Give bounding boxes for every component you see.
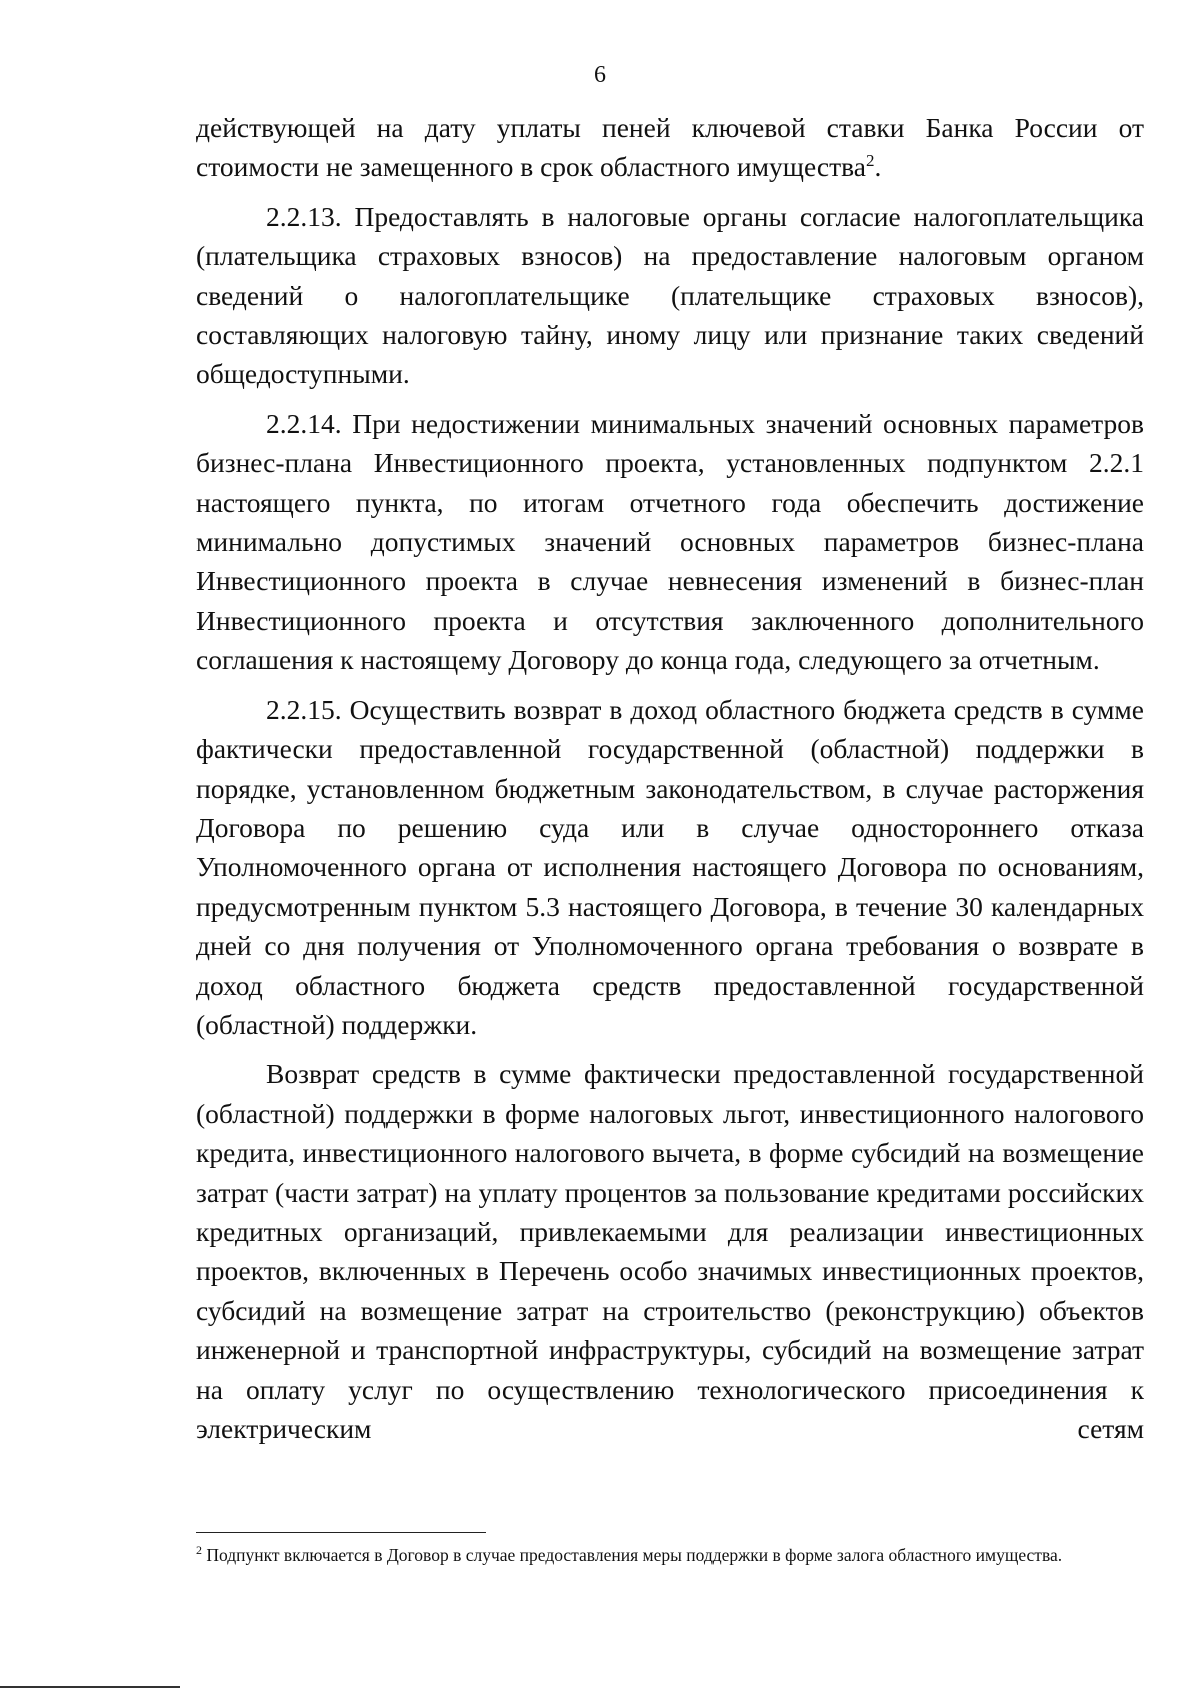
footnote-reference: 2 <box>865 151 875 171</box>
scan-edge-line <box>0 1686 180 1688</box>
footnote-divider <box>196 1532 486 1533</box>
paragraph-2-2-15: 2.2.15. Осуществить возврат в доход областного бюджета средств в сумме фактически предоставленной государственной (областной) поддержки в порядке, установленном бюджетным законодательством, в случае расторжения Договора по решению суда или в случае одностороннего отказа Уполномоченного органа от исполнения настоящего Договора по основаниям, предусмотренным пунктом 5.3 настоящего Договора, в течение 30 календарных дней со дня получения от Уполномоченного органа требования о возврате в доход областного бюджета средств предоставленной государственной (областной) поддержки. <box>196 693 1144 1040</box>
footnote-marker: 2 <box>196 1543 202 1558</box>
paragraph-2-2-14: 2.2.14. При недостижении минимальных значений основных параметров бизнес-плана Инвестиционного проекта, установленных подпунктом 2.2.1 настоящего пункта, по итогам отчетного года обеспечить достижение минимально допустимых значений основных параметров бизнес-плана Инвестиционного проекта в случае невнесения изменений в бизнес-план Инвестиционного проекта и отсутствия заключенного дополнительного соглашения к настоящему Договору до конца года, следующего за отчетным. <box>196 407 1144 676</box>
footnote-text: Подпункт включается в Договор в случае предоставления меры поддержки в форме залога областного имущества. <box>202 1545 1063 1565</box>
paragraph-tail: . <box>874 151 882 183</box>
paragraph-text: действующей на дату уплаты пеней ключевой ставки Банка России от стоимости не замещенного в срок областного имущества <box>196 112 1144 183</box>
footnote <box>196 1544 1144 1566</box>
paragraph-refund: Возврат средств в сумме фактически предоставленной государственной (областной) поддержки в форме налоговых льгот, инвестиционного налогового кредита, инвестиционного налогового вычета, в форме субсидий на возмещение затрат (части затрат) на уплату процентов за пользование кредитами российских кредитных организаций, привлекаемыми для реализации инвестиционных проектов, включенных в Перечень особо значимых инвестиционных проектов, субсидий на возмещение затрат на строительство (реконструкцию) объектов инженерной и транспортной инфраструктуры, субсидий на возмещение затрат на оплату услуг по осуществлению технологического присоединения к электрическим сетям <box>196 1058 1144 1444</box>
page-number: 6 <box>594 62 606 88</box>
document-body <box>196 108 1144 1448</box>
paragraph-2-2-13: 2.2.13. Предоставлять в налоговые органы согласие налогоплательщика (плательщика страховых взносов) на предоставление налоговым органом сведений о налогоплательщике (плательщике страховых взносов), составляющих налоговую тайну, иному лицу или признание таких сведений общедоступными. <box>196 200 1144 390</box>
paragraph-continuation <box>196 108 1144 187</box>
